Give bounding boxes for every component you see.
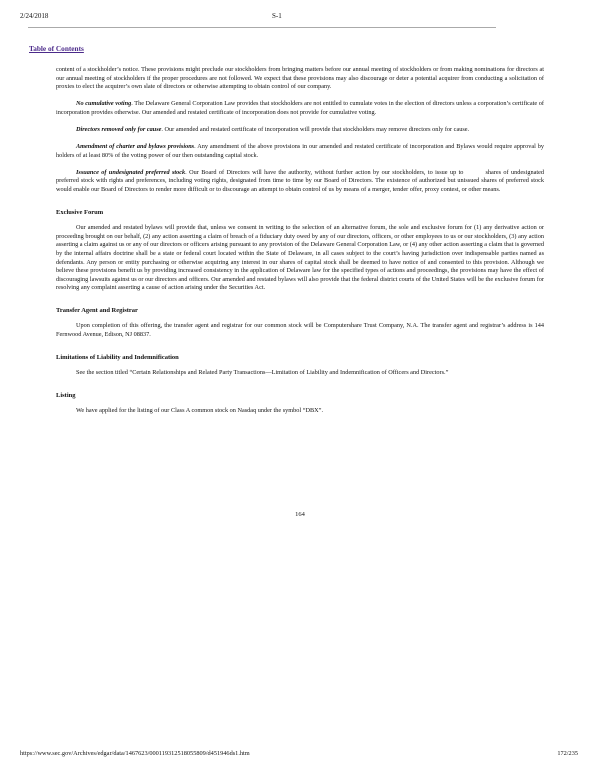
section-body-listing: We have applied for the listing of our Class A common stock on Nasdaq under the symbol “DBX”. [76,407,324,415]
document-body [56,66,544,425]
print-date: 2/24/2018 [20,12,49,20]
paragraph-cumulative-voting [56,100,544,117]
header-divider [28,27,496,28]
paragraph-lead: Directors removed only for cause [76,125,162,133]
page-number: 164 [295,511,305,518]
paragraph-amendment [56,143,544,160]
section-heading-transfer-agent: Transfer Agent and Registrar [56,306,138,314]
paragraph-preferred-stock [56,169,544,195]
paragraph-text: . Our Board of Directors will have the authority, without further action by our stockholders, to issue up to [185,168,464,176]
document-title: S-1 [272,12,282,20]
paragraph-lead: No cumulative voting [76,100,132,108]
paragraph-lead: Amendment of charter and bylaws provisions [76,143,195,151]
source-url: https://www.sec.gov/Archives/edgar/data/1467623/000119312518055809/d451946ds1.htm [20,750,250,757]
section-body-transfer-agent: Upon completion of this offering, the transfer agent and registrar for our common stock will be Computershare Trust Company, N.A. The transfer agent and registrar’s address is 144 Fernwood Avenue, Edison, NJ 08837. [56,322,544,339]
print-page-count: 172/235 [557,750,578,757]
paragraph-text: . Our amended and restated certificate of incorporation will provide that stockholders may remove directors only for cause. [161,125,470,133]
section-heading-exclusive-forum: Exclusive Forum [56,208,104,216]
paragraph-text: . The Delaware General Corporation Law provides that stockholders are not entitled to cumulate votes in the election of directors unless a corporation’s certificate of incorporation provides otherwise. Our amended and restated certificate of incorporation does not provide for cumulative voting. [56,100,544,116]
section-body-limitations: See the section titled “Certain Relationships and Related Party Transactions—Limitation of Liability and Indemnification of Officers and Directors.” [76,369,449,377]
paragraph-text: shares of undesignated preferred stock with rights and preferences, including voting rights, designated from time to time by our Board of Directors. The existence of authorized but unissued shares of preferred stock would enable our Board of Directors to render more difficult or to discourage an attempt to obtain control of us by means of a merger, tender offer, proxy contest, or other means. [56,168,544,193]
paragraph-directors-removed [56,126,544,135]
section-body-exclusive-forum: Our amended and restated bylaws will provide that, unless we consent in writing to the selection of an alternative forum, the sole and exclusive forum for (1) any derivative action or proceeding brought on our behalf, (2) any action asserting a claim of breach of a fiduciary duty owed by any of our directors, officers, or other employees to us or our stockholders, (3) any action asserting a claim against us or any of our directors or officers arising pursuant to any provision of the Delaware General Corporation Law, or (4) any other action asserting a claim that is governed by the internal affairs doctrine shall be a state or federal court located within the State of Delaware, in all cases subject to the court’s having jurisdiction over indispensable parties named as defendants. Any person or entity purchasing or otherwise acquiring any interest in our shares of capital stock shall be deemed to have notice of and consented to this provision. Although we believe these provisions benefit us by providing increased consistency in the application of Delaware law for the specified types of actions and proceedings, the provisions may have the effect of discouraging lawsuits against us or our directors and officers. Our amended and restated bylaws will also provide that the federal district courts of the United States will be the exclusive forum for resolving any complaint asserting a cause of action arising under the Securities Act. [56,224,544,292]
paragraph-text: . Any amendment of the above provisions in our amended and restated certificate of incorporation and Bylaws would require approval by holders of at least 80% of the voting power of our then outstanding capital stock. [56,143,544,159]
paragraph-lead: Issuance of undesignated preferred stock [76,168,186,176]
table-of-contents-link[interactable]: Table of Contents [29,44,84,53]
section-heading-limitations: Limitations of Liability and Indemnification [56,353,179,361]
paragraph-continuation: content of a stockholder’s notice. These provisions might preclude our stockholders from bringing matters before our annual meeting of stockholders or from making nominations for directors at our annual meeting of stockholders if the proper procedures are not followed. We expect that these provisions may also discourage or deter a potential acquirer from conducting a solicitation of proxies to elect the acquirer’s own slate of directors or otherwise attempting to obtain control of our company. [56,66,544,91]
section-heading-listing: Listing [56,391,76,399]
